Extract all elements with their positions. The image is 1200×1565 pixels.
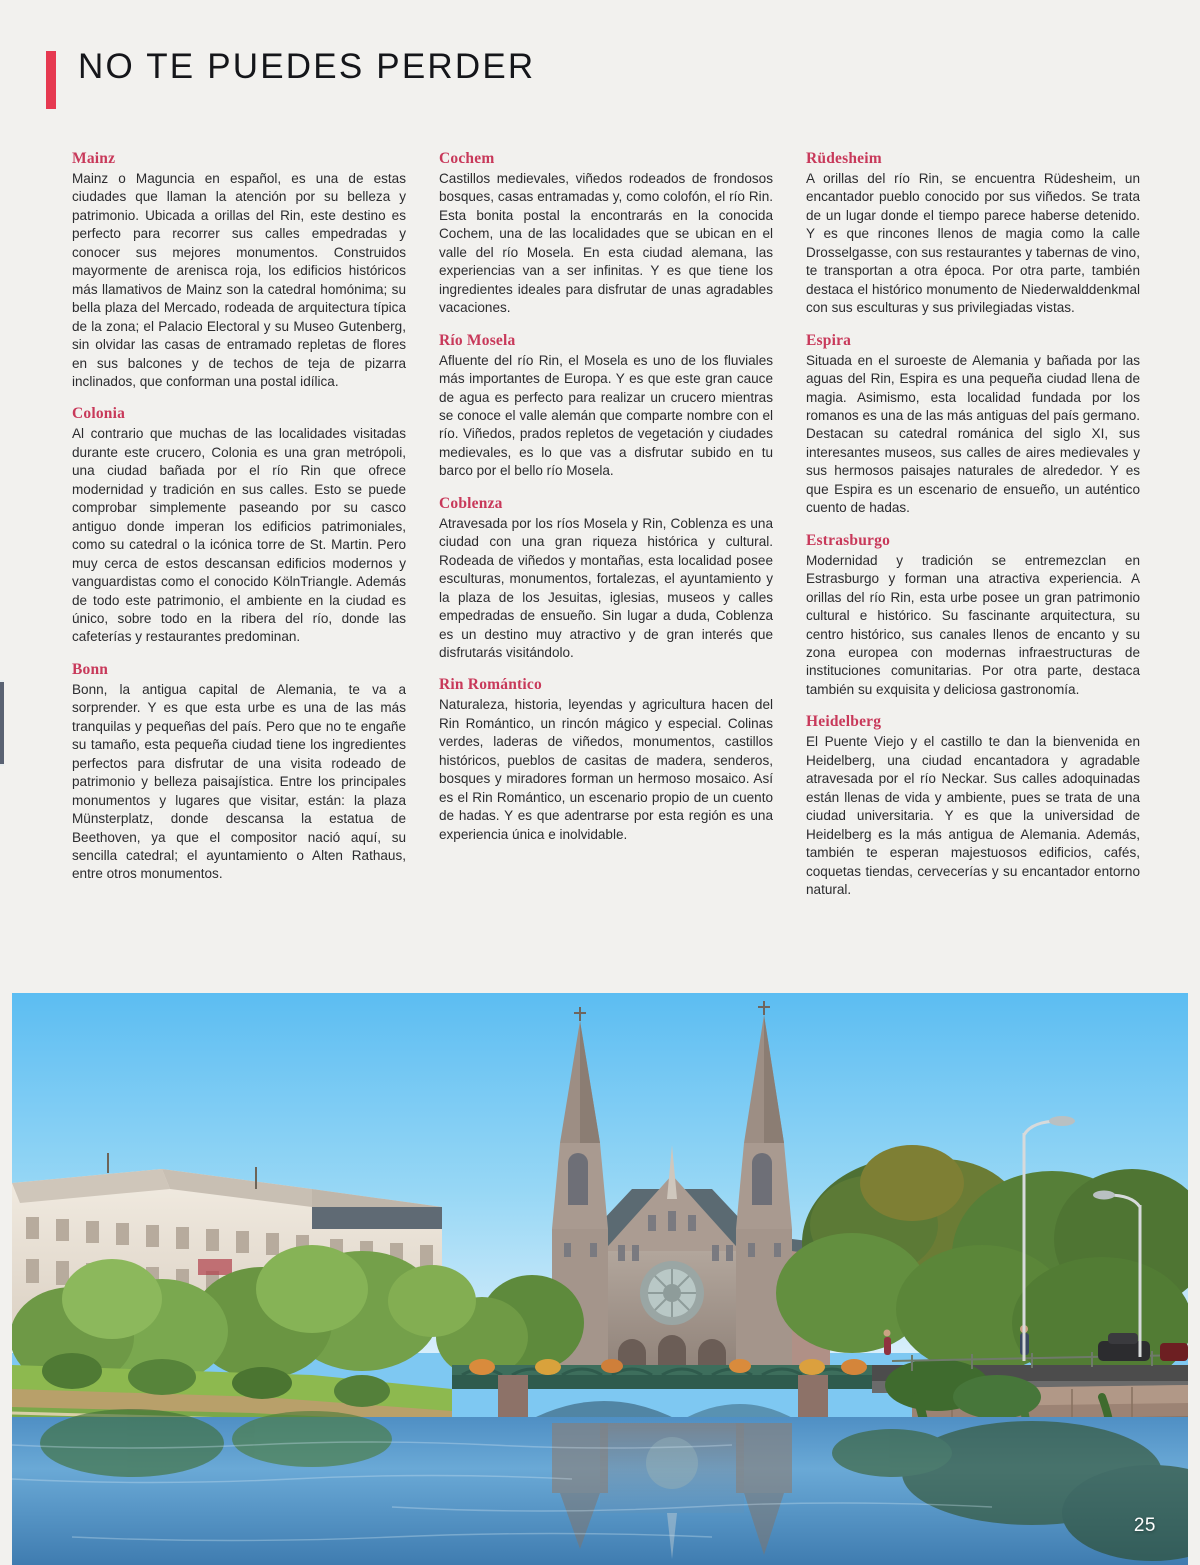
entry-body: Mainz o Maguncia en español, es una de estas ciudades que llaman la atención por su belleza y patrimonio. Ubicada a orillas del Rin, este destino es perfecto para recorrer sus calles empedradas y conocer sus mejores monumentos. Construidos mayormente de arenisca roja, los edificios históricos más llamativos de Mainz son la catedral homónima; su bella plaza del Mercado, rodeada de arquitectura típica de la zona; el Palacio Electoral y su Museo Gutenberg, sin olvidar las casas de entramado repletas de flores en sus balcones y de techos de teja de pizarra inclinados, que conforman una postal idílica. — [72, 171, 406, 389]
column-1 — [72, 150, 406, 899]
column-2 — [439, 150, 773, 899]
article-columns — [72, 150, 1140, 899]
entry-rudesheim — [806, 150, 1140, 318]
entry-title: Rüdesheim — [806, 150, 882, 167]
page-header — [46, 46, 566, 109]
entry-espira — [806, 332, 1140, 518]
entry-estrasburgo — [806, 532, 1140, 700]
entry-title: Espira — [806, 331, 852, 349]
entry-title: Cochem — [439, 150, 495, 167]
entry-body: Afluente del río Rin, el Mosela es uno de los fluviales más importantes de Europa. Y es que este gran cauce de agua es perfecto para realizar un crucero mientras se conoce el valle alemán que comparte nombre con el río. Viñedos, prados repletos de vegetación y ciudades medievales, es lo que vas a disfrutar subido en tu barco por el bello río Mosela. — [439, 352, 773, 479]
entry-title: Estrasburgo — [806, 531, 891, 549]
photo-illustration — [12, 993, 1188, 1565]
entry-body: El Puente Viejo y el castillo te dan la bienvenida en Heidelberg, una ciudad encantadora y agradable atravesada por el río Neckar. Sus calles adoquinadas están llenas de vida y ambiente, pues se trata de una ciudad universitaria. Y es que la universidad de Heidelberg es la más antigua de Alemania. Además, también te esperan majestuosos edificios, cafés, coquetas tiendas, cervecerías y su encantador entorno natural. — [806, 734, 1140, 897]
entry-colonia — [72, 405, 406, 646]
header-accent-rule — [46, 51, 56, 109]
entry-body: A orillas del río Rin, se encuentra Rüdesheim, un encantador pueblo conocido por sus viñedos. Se trata de un lugar donde el tiempo parece haberse detenido. Y es que rincones llenos de magia como la calle Drosselgasse, con sus restaurantes y tabernas de vino, te transportan a otra época. Por otra parte, también destaca el histórico monumento de Niederwalddenkmal con sus esculturas y sus privilegiadas vistas. — [806, 171, 1140, 316]
bridge — [452, 1359, 872, 1421]
page-number: 25 — [1133, 1515, 1156, 1536]
entry-rin-romantico — [439, 676, 773, 844]
entry-title: Rin Romántico — [439, 676, 542, 694]
page-title: NO TE PUEDES PERDER — [78, 47, 536, 86]
entry-body: Castillos medievales, viñedos rodeados de frondosos bosques, casas entramadas y, como colofón, el río Rin. Esta bonita postal la encontrarás en la conocida Cochem, una de las localidades que se ubican en el valle del río Mosela. En esta ciudad alemana, las experiencias van a ser infinitas. Y es que tiene los ingredientes ideales para disfrutar de unas agradables vacaciones. — [439, 171, 773, 316]
entry-title: Colonia — [72, 405, 126, 423]
entry-body: Naturaleza, historia, leyendas y agricultura hacen del Rin Romántico, un rincón mágico y especial. Colinas verdes, laderas de viñedos, monumentos, castillos históricos, pueblos de casitas de madera, senderos, bosques y miradores forman un hermoso mosaico. Así es el Rin Romántico, un escenario propio de un cuento de hadas. Y es que adentrarse por esta región es una experiencia única e inolvidable. — [439, 697, 773, 842]
entry-bonn — [72, 661, 406, 884]
entry-body: Al contrario que muchas de las localidades visitadas durante este crucero, Colonia es una gran metrópoli, una ciudad bañada por el río Rin que ofrece modernidad y tradición en sus calles. Esto se puede comprobar simplemente paseando por su casco antiguo donde imperan los edificios patrimoniales, como su catedral o la icónica torre de St. Martin. Pero muy cerca de estos descansan edificios modernos y vanguardistas como el conocido KölnTriangle. Además de todo este patrimonio, el ambiente en la ciudad es único, sobre todo en la ribera del río, donde las cafeterías y restaurantes predominan. — [72, 426, 406, 645]
entry-title: Bonn — [72, 660, 109, 678]
entry-heidelberg — [806, 713, 1140, 899]
entry-cochem — [439, 150, 773, 318]
entry-coblenza — [439, 495, 773, 663]
entry-body: Atravesada por los ríos Mosela y Rin, Coblenza es una ciudad con una gran riqueza histórica y cultural. Rodeada de viñedos y montañas, esta localidad posee esculturas, monumentos, fortalezas, el ayuntamiento y la plaza de los Jesuitas, iglesias, museos y calles empedradas de ensueño. Sin lugar a duda, Coblenza es un destino muy atractivo y de gran interés que disfrutarás visitándolo. — [439, 515, 773, 660]
entry-title: Coblenza — [439, 494, 503, 512]
entry-title: Heidelberg — [806, 713, 882, 731]
entry-body: Bonn, la antigua capital de Alemania, te va a sorprender. Y es que esta urbe es una de las más tranquilas y pequeñas del país. Pero que no te engañe su tamaño, esta pequeña ciudad tiene los ingredientes perfectos para disfrutar de una visita rodeado de patrimonio y belleza paisajística. Entre los principales monumentos y lugares que visitar, están: la plaza Münsterplatz, donde descansa la estatua de Beethoven, ya que el compositor nació aquí, su sencilla catedral; el ayuntamiento o Alten Rathaus, entre otros monumentos. — [72, 681, 406, 882]
entry-mainz — [72, 150, 406, 391]
hero-photo — [12, 993, 1188, 1565]
entry-title: Mainz — [72, 150, 116, 167]
binding-mark — [0, 680, 4, 766]
entry-title: Río Mosela — [439, 331, 516, 349]
entry-body: Modernidad y tradición se entremezclan en Estrasburgo y forman una atractiva experiencia. A orillas del río Rin, esta urbe posee un gran patrimonio cultural e histórico. Su fascinante arquitectura, su centro histórico, sus canales llenos de encanto y su zona europea con modernas infraestructuras de instituciones comunitarias. Por otra parte, destaca también su exquisita y deliciosa gastronomía. — [806, 552, 1140, 697]
entry-body: Situada en el suroeste de Alemania y bañada por las aguas del Rin, Espira es una pequeña ciudad llena de magia. Asimismo, esta localidad fundada por los romanos es una de las más antiguas del país germano. Destacan su catedral románica del siglo XI, sus interesantes museos, sus calles de aires medievales y sus hermosos paisajes naturales de alrededor. Y es que Espira es un escenario de ensueño, un auténtico cuento de hadas. — [806, 352, 1140, 516]
entry-rio-mosela — [439, 332, 773, 481]
column-3 — [806, 150, 1140, 899]
